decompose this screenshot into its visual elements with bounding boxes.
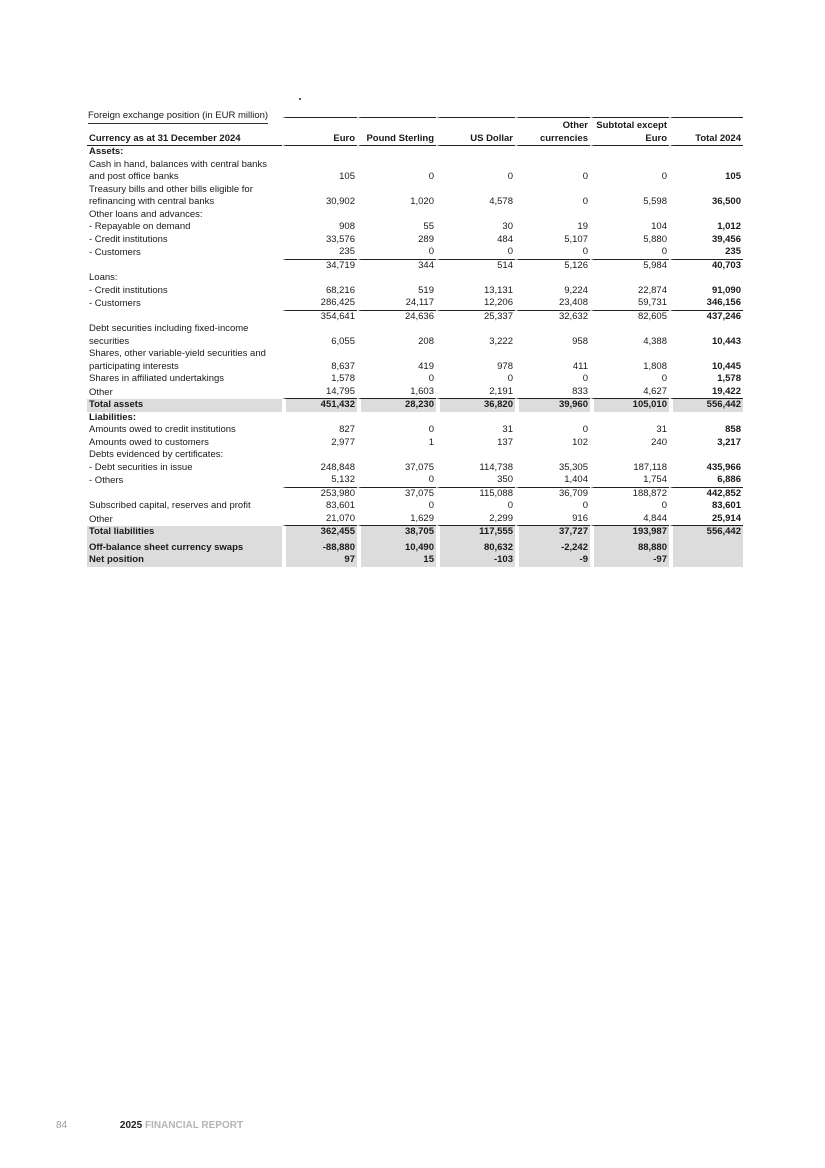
cell-pound-sterling: 0 [357, 159, 436, 184]
cell-euro: 827 [282, 424, 357, 437]
cell-pound-sterling: 0 [357, 424, 436, 437]
cell-us-dollar: 13,131 [436, 285, 515, 298]
table-row [87, 373, 743, 386]
cell-euro: 34,719 [282, 260, 357, 273]
cell-total-2024: 6,886 [669, 474, 743, 488]
cell-other-currencies: 958 [515, 323, 590, 348]
cell-subtotal-except-euro: 104 [590, 221, 669, 234]
cell-empty [357, 146, 436, 159]
cell-other-currencies: 23,408 [515, 297, 590, 311]
cell-subtotal-except-euro: 31 [590, 424, 669, 437]
cell-pound-sterling: 28,230 [357, 399, 436, 412]
row-label: Other [89, 513, 113, 525]
cell-euro: 5,132 [282, 474, 357, 488]
table-row [87, 399, 743, 412]
cell-us-dollar: 117,555 [436, 526, 515, 539]
cell-euro: 362,455 [282, 526, 357, 539]
table-row [87, 474, 743, 488]
table-row [87, 184, 743, 209]
footer-title: FINANCIAL REPORT [144, 1120, 244, 1131]
footer-year: 2025 [119, 1120, 143, 1131]
cell-euro: 253,980 [282, 488, 357, 501]
row-label: Liabilities: [89, 411, 136, 423]
cell-pound-sterling: 10,490 [357, 539, 436, 555]
cell-total-2024: 25,914 [669, 513, 743, 527]
cell-pound-sterling: 38,705 [357, 526, 436, 539]
cell-subtotal-except-euro: 0 [590, 159, 669, 184]
cell-us-dollar: 2,299 [436, 513, 515, 527]
cell-total-2024: 10,445 [669, 348, 743, 373]
cell-euro: 451,432 [282, 399, 357, 412]
cell-subtotal-except-euro: 240 [590, 437, 669, 450]
table-row [87, 311, 743, 324]
cell-pound-sterling: 55 [357, 221, 436, 234]
cell-total-2024: 435,966 [669, 462, 743, 475]
row-label: Other [89, 386, 113, 398]
cell-subtotal-except-euro: 0 [590, 500, 669, 513]
cell-us-dollar: 0 [436, 159, 515, 184]
cell-total-2024: 105 [669, 159, 743, 184]
cell-total-2024: 83,601 [669, 500, 743, 513]
table-row [87, 348, 743, 373]
cell-euro: 14,795 [282, 386, 357, 400]
cell-total-2024: 40,703 [669, 260, 743, 273]
cell-us-dollar: 4,578 [436, 184, 515, 209]
cell-us-dollar: 514 [436, 260, 515, 273]
cell-pound-sterling: 15 [357, 554, 436, 567]
table-row [87, 272, 743, 285]
cell-pound-sterling: 519 [357, 285, 436, 298]
cell-pound-sterling: 24,117 [357, 297, 436, 311]
header-euro: Euro [282, 117, 357, 146]
cell-subtotal-except-euro: 4,844 [590, 513, 669, 527]
cell-us-dollar: 0 [436, 373, 515, 386]
cell-other-currencies: 102 [515, 437, 590, 450]
cell-euro: 68,216 [282, 285, 357, 298]
cell-us-dollar: 30 [436, 221, 515, 234]
cell-empty [282, 272, 357, 285]
cell-other-currencies: 0 [515, 500, 590, 513]
cell-empty [436, 272, 515, 285]
table-row [87, 554, 743, 567]
cell-subtotal-except-euro: 105,010 [590, 399, 669, 412]
cell-euro: 8,637 [282, 348, 357, 373]
table-row [87, 285, 743, 298]
cell-total-2024: 858 [669, 424, 743, 437]
table-row [87, 424, 743, 437]
row-label: - Others [89, 475, 124, 486]
row-label: Loans: [89, 272, 118, 283]
cell-total-2024: 442,852 [669, 488, 743, 501]
cell-us-dollar: -103 [436, 554, 515, 567]
cell-empty [436, 209, 515, 222]
cell-empty [282, 449, 357, 462]
cell-pound-sterling: 0 [357, 474, 436, 488]
cell-pound-sterling: 1,020 [357, 184, 436, 209]
cell-pound-sterling: 344 [357, 260, 436, 273]
cell-subtotal-except-euro: 22,874 [590, 285, 669, 298]
cell-pound-sterling: 289 [357, 234, 436, 247]
table-row [87, 159, 743, 184]
table-row [87, 234, 743, 247]
cell-empty [669, 449, 743, 462]
cell-empty [357, 412, 436, 425]
cell-empty [436, 412, 515, 425]
cell-empty [515, 412, 590, 425]
cell-pound-sterling: 0 [357, 500, 436, 513]
cell-other-currencies: 833 [515, 386, 590, 400]
cell-other-currencies: -9 [515, 554, 590, 567]
cell-subtotal-except-euro: 5,880 [590, 234, 669, 247]
cell-euro: 83,601 [282, 500, 357, 513]
cell-subtotal-except-euro: 0 [590, 373, 669, 386]
cell-total-2024: 39,456 [669, 234, 743, 247]
cell-other-currencies: 0 [515, 373, 590, 386]
fx-position-table [87, 117, 743, 567]
cell-subtotal-except-euro: 82,605 [590, 311, 669, 324]
table-row [87, 412, 743, 425]
cell-empty [590, 412, 669, 425]
table-row [87, 488, 743, 501]
cell-euro: 2,977 [282, 437, 357, 450]
header-row [87, 117, 743, 146]
row-label: Net position [87, 554, 282, 567]
row-label: Off-balance sheet currency swaps [87, 539, 282, 555]
cell-euro: 33,576 [282, 234, 357, 247]
cell-empty [669, 146, 743, 159]
cell-euro: 97 [282, 554, 357, 567]
cell-euro: 1,578 [282, 373, 357, 386]
cell-other-currencies: 0 [515, 246, 590, 260]
cell-other-currencies: 916 [515, 513, 590, 527]
cell-subtotal-except-euro: 188,872 [590, 488, 669, 501]
cell-subtotal-except-euro: 59,731 [590, 297, 669, 311]
cell-empty [515, 272, 590, 285]
cell-other-currencies: -2,242 [515, 539, 590, 555]
header-label: Currency as at 31 December 2024 [87, 117, 282, 146]
cell-subtotal-except-euro: -97 [590, 554, 669, 567]
row-label: - Customers [89, 247, 141, 258]
cell-other-currencies: 39,960 [515, 399, 590, 412]
table-row [87, 260, 743, 273]
cell-other-currencies: 0 [515, 159, 590, 184]
cell-pound-sterling: 24,636 [357, 311, 436, 324]
cell-pound-sterling: 0 [357, 246, 436, 260]
cell-subtotal-except-euro: 5,984 [590, 260, 669, 273]
table-row [87, 209, 743, 222]
cell-us-dollar: 36,820 [436, 399, 515, 412]
cell-pound-sterling: 419 [357, 348, 436, 373]
row-label: Shares in affiliated undertakings [89, 373, 225, 384]
cell-other-currencies: 9,224 [515, 285, 590, 298]
stray-dot [299, 98, 301, 100]
table-row [87, 386, 743, 400]
row-label: Amounts owed to credit institutions [89, 424, 236, 435]
row-label [87, 260, 282, 273]
cell-us-dollar: 350 [436, 474, 515, 488]
cell-us-dollar: 978 [436, 348, 515, 373]
row-label: - Credit institutions [89, 233, 168, 245]
cell-us-dollar: 115,088 [436, 488, 515, 501]
cell-euro: 6,055 [282, 323, 357, 348]
cell-total-2024: 3,217 [669, 437, 743, 450]
cell-total-2024 [669, 554, 743, 567]
cell-pound-sterling: 1,629 [357, 513, 436, 527]
table-row [87, 526, 743, 539]
header-other-currencies: Other currencies [515, 117, 590, 146]
table-body [87, 146, 743, 567]
cell-euro: 30,902 [282, 184, 357, 209]
cell-subtotal-except-euro: 187,118 [590, 462, 669, 475]
cell-pound-sterling: 208 [357, 323, 436, 348]
cell-us-dollar: 31 [436, 424, 515, 437]
row-label [87, 311, 282, 324]
cell-us-dollar: 12,206 [436, 297, 515, 311]
cell-subtotal-except-euro: 5,598 [590, 184, 669, 209]
table-row [87, 437, 743, 450]
page-number: 84 [56, 1120, 68, 1131]
cell-total-2024: 36,500 [669, 184, 743, 209]
header-subtotal-except-euro: Subtotal except Euro [590, 117, 669, 146]
cell-other-currencies: 5,126 [515, 260, 590, 273]
header-us-dollar: US Dollar [436, 117, 515, 146]
cell-total-2024: 346,156 [669, 297, 743, 311]
table-row [87, 146, 743, 159]
cell-other-currencies: 1,404 [515, 474, 590, 488]
cell-total-2024: 437,246 [669, 311, 743, 324]
table-row [87, 513, 743, 527]
cell-other-currencies: 19 [515, 221, 590, 234]
cell-euro: 235 [282, 246, 357, 260]
row-label: - Debt securities in issue [89, 461, 193, 473]
cell-us-dollar: 0 [436, 500, 515, 513]
row-label: - Customers [89, 298, 141, 309]
table-row [87, 246, 743, 260]
cell-subtotal-except-euro: 193,987 [590, 526, 669, 539]
cell-other-currencies: 32,632 [515, 311, 590, 324]
cell-total-2024: 1,012 [669, 221, 743, 234]
cell-empty [515, 449, 590, 462]
cell-empty [669, 272, 743, 285]
row-label [87, 488, 282, 501]
table-caption: Foreign exchange position (in EUR million) [88, 110, 268, 124]
cell-subtotal-except-euro: 1,754 [590, 474, 669, 488]
cell-empty [590, 272, 669, 285]
cell-total-2024: 91,090 [669, 285, 743, 298]
table-row [87, 462, 743, 475]
row-label: Shares, other variable-yield securities and participating interests [89, 348, 266, 372]
row-label: Total assets [87, 399, 282, 412]
cell-euro: 354,641 [282, 311, 357, 324]
table-row [87, 539, 743, 555]
cell-subtotal-except-euro: 0 [590, 246, 669, 260]
cell-us-dollar: 137 [436, 437, 515, 450]
cell-pound-sterling: 1 [357, 437, 436, 450]
cell-other-currencies: 5,107 [515, 234, 590, 247]
cell-empty [590, 146, 669, 159]
table-row [87, 221, 743, 234]
cell-euro: -88,880 [282, 539, 357, 555]
cell-other-currencies: 37,727 [515, 526, 590, 539]
cell-us-dollar: 0 [436, 246, 515, 260]
cell-other-currencies: 36,709 [515, 488, 590, 501]
cell-us-dollar: 3,222 [436, 323, 515, 348]
cell-total-2024: 10,443 [669, 323, 743, 348]
cell-euro: 105 [282, 159, 357, 184]
row-label: Treasury bills and other bills eligible for refinancing with central banks [89, 183, 253, 207]
page-footer [56, 1120, 243, 1131]
cell-euro: 21,070 [282, 513, 357, 527]
cell-empty [282, 146, 357, 159]
cell-pound-sterling: 1,603 [357, 386, 436, 400]
cell-empty [282, 209, 357, 222]
row-label: Debt securities including fixed-income securities [89, 323, 249, 347]
cell-empty [515, 209, 590, 222]
cell-pound-sterling: 37,075 [357, 462, 436, 475]
cell-other-currencies: 0 [515, 184, 590, 209]
header-total-2024: Total 2024 [669, 117, 743, 146]
cell-us-dollar: 2,191 [436, 386, 515, 400]
header-pound-sterling: Pound Sterling [357, 117, 436, 146]
cell-empty [515, 146, 590, 159]
cell-empty [669, 412, 743, 425]
table-row [87, 323, 743, 348]
cell-us-dollar: 25,337 [436, 311, 515, 324]
cell-other-currencies: 0 [515, 424, 590, 437]
row-label: Assets: [89, 146, 124, 157]
cell-empty [436, 449, 515, 462]
cell-subtotal-except-euro: 4,388 [590, 323, 669, 348]
cell-subtotal-except-euro: 88,880 [590, 539, 669, 555]
cell-empty [590, 209, 669, 222]
row-label: - Repayable on demand [89, 221, 191, 232]
cell-us-dollar: 484 [436, 234, 515, 247]
table-row [87, 500, 743, 513]
cell-us-dollar: 80,632 [436, 539, 515, 555]
cell-other-currencies: 35,305 [515, 462, 590, 475]
cell-total-2024: 556,442 [669, 526, 743, 539]
cell-empty [590, 449, 669, 462]
cell-empty [357, 209, 436, 222]
row-label: Total liabilities [87, 526, 282, 539]
cell-other-currencies: 411 [515, 348, 590, 373]
cell-us-dollar: 114,738 [436, 462, 515, 475]
cell-pound-sterling: 37,075 [357, 488, 436, 501]
cell-total-2024: 19,422 [669, 386, 743, 400]
cell-total-2024: 235 [669, 246, 743, 260]
cell-empty [282, 412, 357, 425]
cell-empty [436, 146, 515, 159]
row-label: Subscribed capital, reserves and profit [89, 500, 251, 511]
cell-empty [669, 209, 743, 222]
table-row [87, 449, 743, 462]
cell-subtotal-except-euro: 1,808 [590, 348, 669, 373]
cell-euro: 908 [282, 221, 357, 234]
row-label: Debts evidenced by certificates: [89, 449, 224, 460]
cell-pound-sterling: 0 [357, 373, 436, 386]
cell-total-2024: 1,578 [669, 373, 743, 386]
cell-empty [357, 449, 436, 462]
cell-euro: 286,425 [282, 297, 357, 311]
row-label: Amounts owed to customers [89, 436, 209, 448]
cell-subtotal-except-euro: 4,627 [590, 386, 669, 400]
cell-empty [357, 272, 436, 285]
row-label: Cash in hand, balances with central banks and post office banks [89, 158, 267, 182]
table-row [87, 297, 743, 311]
cell-total-2024: 556,442 [669, 399, 743, 412]
cell-total-2024 [669, 539, 743, 555]
row-label: - Credit institutions [89, 284, 168, 296]
cell-euro: 248,848 [282, 462, 357, 475]
row-label: Other loans and advances: [89, 208, 203, 220]
